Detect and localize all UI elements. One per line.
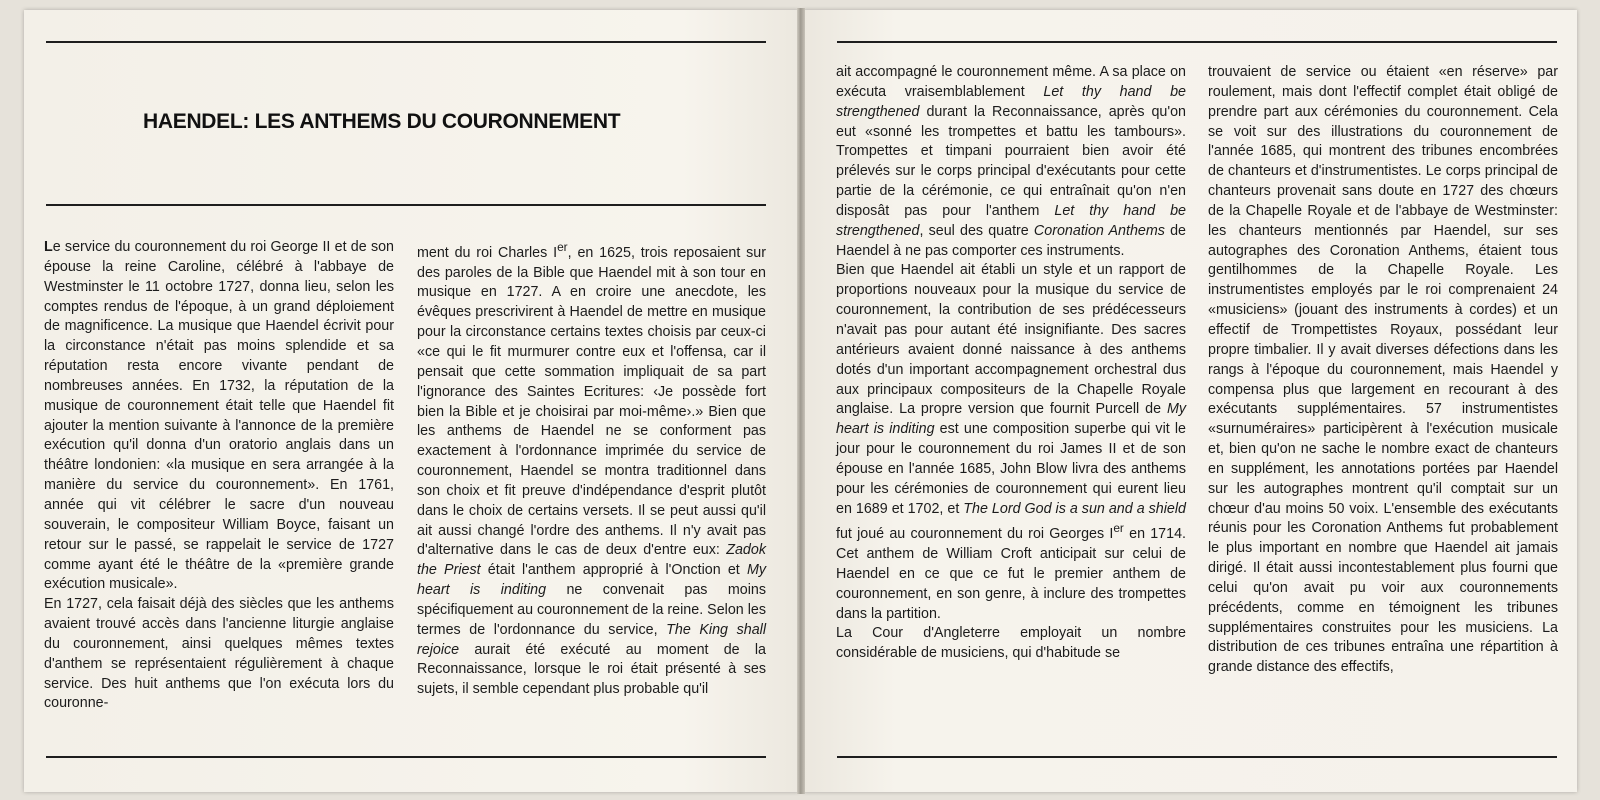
text-column-3 [836,63,1186,664]
anthem-title: Zadok the Priest [417,542,766,579]
paragraph-text: ne convenait pas moins spécifiquement au couronnement de la reine. Selon les termes de l'ordonnance du service, [417,582,766,638]
anthem-title: My heart is inditing [417,562,766,599]
superscript: er [1113,521,1124,536]
anthem-title: Let thy hand be strengthened [836,202,1186,239]
text-column-1 [44,238,394,714]
superscript: er [557,240,568,254]
top-rule-right [837,41,1557,43]
paragraph-text: était l'anthem approprié à l'Onction et [480,562,747,579]
paragraph-text: , en 1625, trois reposaient sur des paroles de la Bible que Haendel mit à son tour en musique en 1727. A en croire une anecdote, les évêques prescrivirent à Haendel de mettre en musique pour la circonstance certains textes choisis par ceux-ci «ce qui le fit murmurer contre eux et l'offensa, car il pensait que cette sommation impliquait de sa part l'ignorance des Saintes Ecritures: ‹Je possède fort bien la Bible et je choisirai par moi-même›.» Bien que les anthems de Haendel ne se conforment pas exactement à l'ordonnance imprimée du service de couronnement, Haendel se montra traditionnel dans son choix et fit preuve d'indépendance d'esprit plutôt dans le choix de certains versets. Il se peut aussi qu'il ait aussi changé l'ordre des anthems. Il n'y avait pas d'alternative dans le cas de deux d'entre eux: [417,244,766,559]
paragraph-text: ait accompagné le couronnement même. A sa place on exécuta vraisemblablement [836,64,1186,100]
bottom-rule-left [46,756,766,758]
anthem-title: Coronation Anthems [1033,222,1165,239]
paragraph-text: est une composition superbe qui vit le jour pour le couronnement du roi James II et de son épouse en l'année 1685, John Blow livra des anthems pour les cérémonies de couronnement qui eurent lieu en 1689 et 1702, et [836,421,1186,517]
text-column-2 [417,238,766,700]
anthem-title: Let thy hand be strengthened [836,83,1186,120]
paragraph: trouvaient de service ou étaient «en réserve» par roulement, mais dont l'effectif complet était obligé de prendre part aux cérémonies du couronnement. Cela se voit sur des illustrations du couronnement de l'année 1685, qui montrent des tribunes encombrées de chanteurs et d'instrumentistes. Le corps principal de chanteurs provenait sans doute en 1727 des chœurs de la Chapelle Royale et de l'abbaye de Westminster: les chanteurs mentionnés par Haendel, sur ses autographes des Coronation Anthems, étaient tous gentilhommes de la Chapelle Royale. Les instrumentistes employés par le roi comprenaient 24 «musiciens» (jouant des instruments à cordes) et un effectif de Trompettistes Royaux, possédant leur propre timbalier. Il y avait diverses défections dans les rangs à l'époque du couronnement, mais Haendel y compensa plus que largement en recourant à des exécutants supplémentaires. 57 instrumentistes «surnuméraires» participèrent à l'exécution musicale et, bien qu'on ne sache le nombre exact de chanteurs en supplément, les annotations portées par Haendel sur les autographes montrent qu'il comptait sur un chœur d'au moins 50 voix. L'ensemble des exécutants réunis pour les Coronation Anthems fut probablement le plus important en nombre que Haendel ait jamais dirigé. Il était aussi incontestablement plus fourni que celui qu'on avait pu voir aux couronnements précédents, comme en témoignent les tribunes supplémentaires construites pour les musiciens. La distribution de ces tribunes entraîna une répartition à grande distance des effectifs, [1208,64,1558,676]
paragraph [836,261,1186,624]
paragraph-text: de Haendel à ne pas comporter ces instruments. [836,222,1186,259]
paragraph: En 1727, cela faisait déjà des siècles que les anthems avaient trouvé accès dans l'ancienne liturgie anglaise du couronnement, ainsi quelques mêmes textes d'anthem se représentaient régulièrement à chaque service. Des huit anthems que l'on exécuta lors du couronne- [44,596,394,712]
text-column-4 [1208,63,1558,678]
anthem-title: The Lord God is a sun and a shield [963,500,1186,517]
paragraph [836,63,1186,261]
paragraph-text: , seul des quatre [919,222,1034,239]
page-title: HAENDEL: LES ANTHEMS DU COURONNEMENT [143,110,621,133]
paragraph-text: en 1714. Cet anthem de William Croft anticipait sur celui de Haendel en ce que ce fut le premier anthem de couronnement, en son genre, à inclure des trompettes dans la partition. [836,526,1187,622]
paragraph-text: fut joué au couronnement du roi Georges I [836,526,1114,543]
paragraph [44,238,394,595]
paragraph-text: aurait été exécuté au moment de la Reconnaissance, lorsque le roi était présenté à ses sujets, il semble cependant plus probable qu'il [417,641,766,698]
title-rule-left [46,204,766,206]
paragraph-text: durant la Reconnaissance, après qu'on eut «sonné les trompettes et battu les tambours». Trompettes et timpani pourraient bien avoir été prélevés sur le corps principal d'exécutants pour cette partie de la cérémonie, ce qui entraînait qu'on n'en disposât pas pour l'anthem [836,103,1186,219]
top-rule-left [46,41,766,43]
bottom-rule-right [837,756,1557,758]
paragraph-text: ment du roi Charles I [417,244,558,261]
paragraph-text: Bien que Haendel ait établi un style et un rapport de proportions nouveaux pour la musique du service de couronnement, la contribution de ses prédécesseurs n'avait pas pour autant été insignifiante. Des sacres antérieurs avaient donné naissance à des anthems dotés d'un important accompagnement orchestral dus aux principaux compositeurs de la Chapelle Royale anglaise. La propre version que fournit Purcell de [836,262,1186,418]
drop-cap: L [44,239,53,255]
anthem-title: The King shall rejoice [417,621,766,658]
booklet-gutter [797,8,805,794]
paragraph-text: e service du couronnement du roi George II et de son épouse la reine Caroline, célébré à l'abbaye de Westminster le 11 octobre 1727, donna lieu, selon les comptes rendus de l'époque, à un grand déploiement de magnificence. La musique que Haendel écrivit pour la circonstance n'était pas moins splendide et sa réputation resta encore vivante pendant de nombreuses années. En 1732, la réputation de la musique de couronnement était telle que Haendel fit ajouter la mention suivante à l'annonce de la première exécution qu'il donna d'un oratorio anglais dans un théâtre londonien: «la musique en sera arrangée à la manière du service du couronnement». En 1761, année qui vit célébrer le sacre d'un nouveau souverain, le compositeur William Boyce, faisant un retour sur le passé, se rappelait le service de 1727 comme ayant été le théâtre de la «première grande exécution musicale». [44,239,394,593]
paragraph: La Cour d'Angleterre employait un nombre considérable de musiciens, qui d'habitude se [836,625,1186,662]
anthem-title: My heart is inditing [836,401,1186,438]
paragraph [417,238,766,700]
